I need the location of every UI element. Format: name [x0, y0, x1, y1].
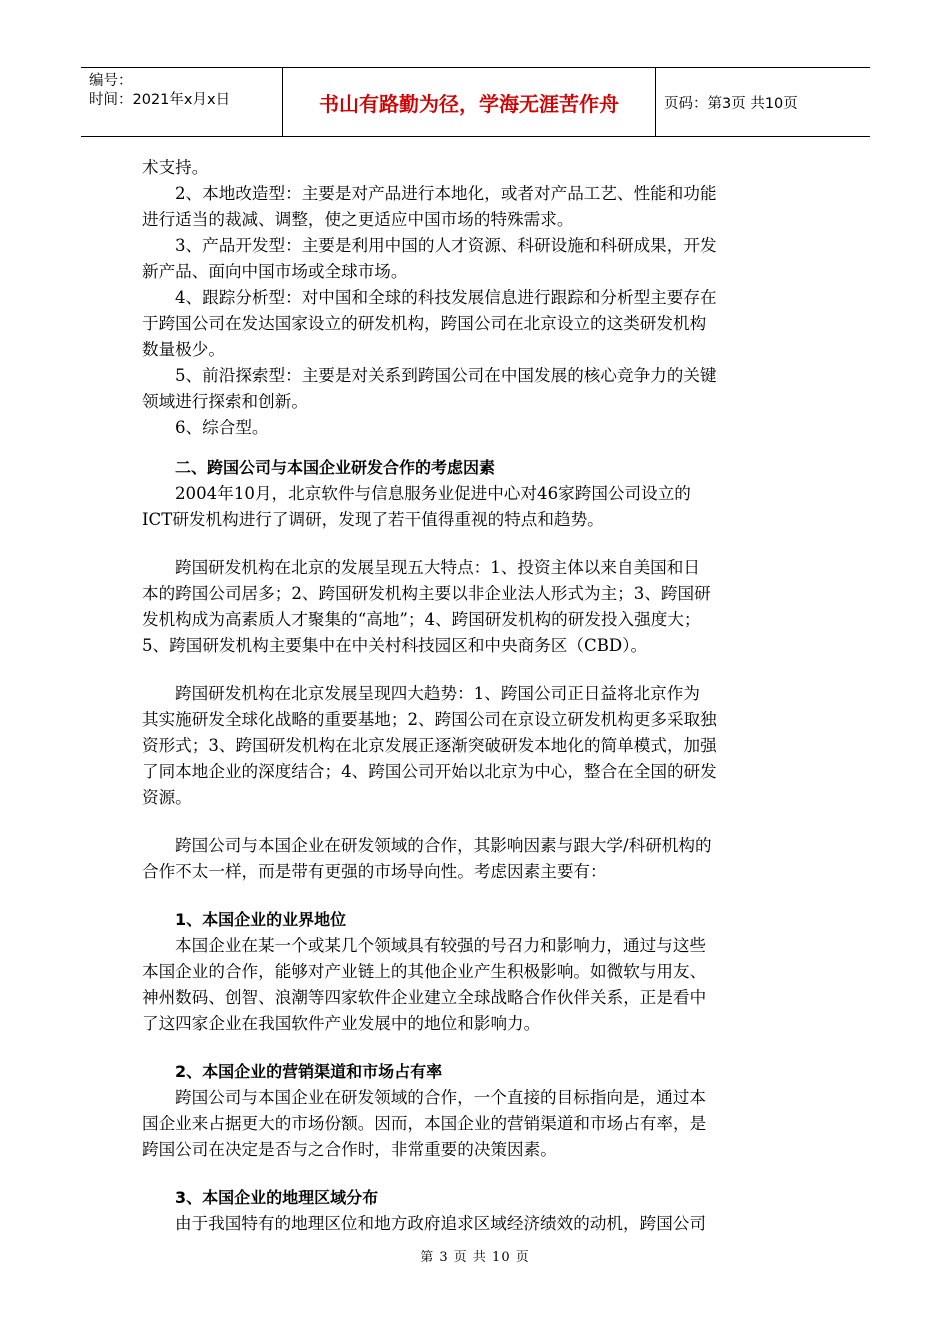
page-header [81, 67, 870, 137]
subsection-heading: 2、本国企业的营销渠道和市场占有率 [175, 1062, 443, 1081]
spacer [142, 885, 810, 907]
text-line: 神州数码、创智、浪潮等四家软件企业建立全球战略合作伙伴关系，正是看中 [142, 988, 707, 1007]
text-line: 跨国研发机构在北京发展呈现四大趋势：1、跨国公司正日益将北京作为 [175, 684, 700, 703]
text-line: 本的跨国公司居多；2、跨国研发机构主要以非企业法人形式为主；3、跨国研 [142, 584, 711, 603]
text-line: 4、跟踪分析型：对中国和全球的科技发展信息进行跟踪和分析型主要存在 [175, 288, 717, 307]
header-meta [81, 68, 282, 136]
text-line: 6、综合型。 [175, 418, 269, 437]
text-line: 跨国研发机构在北京的发展呈现五大特点：1、投资主体以来自美国和日 [175, 558, 700, 577]
section-heading: 二、跨国公司与本国企业研发合作的考虑因素 [175, 458, 496, 477]
text-line: 2、本地改造型：主要是对产品进行本地化，或者对产品工艺、性能和功能 [175, 184, 717, 203]
header-date: 时间：2021年x月x日 [89, 92, 231, 108]
spacer [142, 1037, 810, 1059]
text-line: 国企业来占据更大的市场份额。因而，本国企业的营销渠道和市场占有率，是 [142, 1114, 707, 1133]
text-line: 本国企业的合作，能够对产业链上的其他企业产生积极影响。如微软与用友、 [142, 962, 707, 981]
text-line: 跨国公司与本国企业在研发领域的合作，一个直接的目标指向是，通过本 [175, 1088, 706, 1107]
document-body [142, 155, 810, 1237]
text-line: 其实施研发全球化战略的重要基地；2、跨国公司在京设立研发机构更多采取独 [142, 710, 717, 729]
text-line: 新产品、面向中国市场或全球市场。 [142, 262, 408, 281]
text-line: 进行适当的裁减、调整，使之更适应中国市场的特殊需求。 [142, 210, 574, 229]
text-line: 由于我国特有的地理区位和地方政府追求区域经济绩效的动机，跨国公司 [175, 1214, 706, 1233]
text-line: 3、产品开发型：主要是利用中国的人才资源、科研设施和科研成果，开发 [175, 236, 717, 255]
spacer [142, 659, 810, 681]
text-line: 了同本地企业的深度结合；4、跨国公司开始以北京为中心，整合在全国的研发 [142, 762, 717, 781]
text-line: 术支持。 [142, 158, 209, 177]
text-line: ICT研发机构进行了调研，发现了若干值得重视的特点和趋势。 [142, 510, 604, 529]
text-line: 跨国公司与本国企业在研发领域的合作，其影响因素与跟大学/科研机构的 [175, 836, 712, 855]
subsection-heading: 3、本国企业的地理区域分布 [175, 1188, 379, 1207]
text-line: 资源。 [142, 788, 192, 807]
text-line: 了这四家企业在我国软件产业发展中的地位和影响力。 [142, 1014, 541, 1033]
text-line: 合作不太一样，而是带有更强的市场导向性。考虑因素主要有： [142, 862, 607, 881]
text-line: 5、前沿探索型：主要是对关系到跨国公司在中国发展的核心竞争力的关键 [175, 366, 717, 385]
text-line: 数量极少。 [142, 340, 225, 359]
spacer [142, 533, 810, 555]
text-line: 发机构成为高素质人才聚集的“高地”；4、跨国研发机构的研发投入强度大； [142, 610, 701, 629]
spacer [142, 1163, 810, 1185]
spacer [142, 441, 810, 455]
text-line: 本国企业在某一个或某几个领域具有较强的号召力和影响力，通过与这些 [175, 936, 706, 955]
text-line: 领域进行探索和创新。 [142, 392, 308, 411]
text-line: 跨国公司在决定是否与之合作时，非常重要的决策因素。 [142, 1140, 557, 1159]
text-line: 于跨国公司在发达国家设立的研发机构，跨国公司在北京设立的这类研发机构 [142, 314, 707, 333]
text-line: 5、跨国研发机构主要集中在中关村科技园区和中央商务区（CBD）。 [142, 636, 648, 655]
text-line: 资形式；3、跨国研发机构在北京发展正逐渐突破研发本地化的简单模式，加强 [142, 736, 717, 755]
header-number: 编号： [89, 73, 133, 89]
subsection-heading: 1、本国企业的业界地位 [175, 910, 347, 929]
header-page-number: 页码：第3页 共10页 [664, 95, 798, 112]
page-footer: 第 3 页 共 10 页 [420, 1250, 530, 1265]
spacer [142, 811, 810, 833]
header-motto: 书山有路勤为径，学海无涯苦作舟 [282, 68, 656, 136]
text-line: 2004年10月，北京软件与信息服务业促进中心对46家跨国公司设立的 [175, 484, 691, 503]
